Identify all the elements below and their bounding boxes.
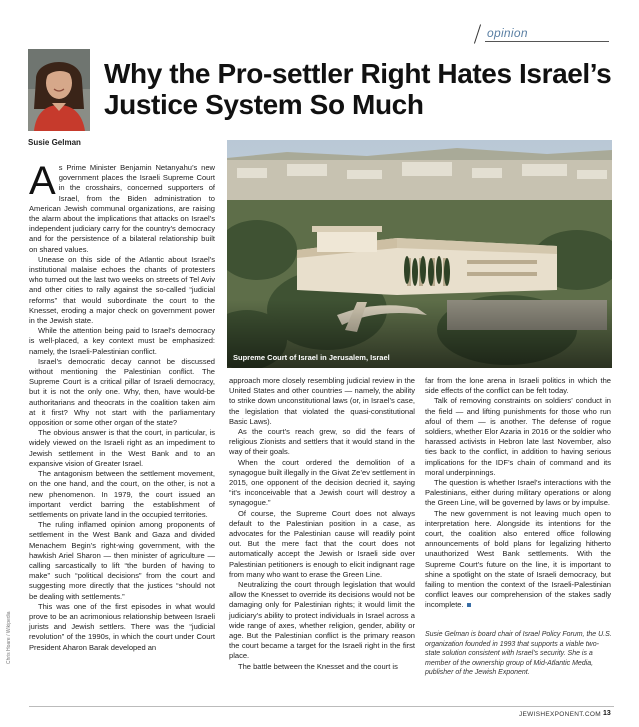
page-number: 13 bbox=[603, 710, 611, 717]
paragraph: The new government is not leaving much open to interpretation here. Alongside its intentions for the court, the coalition also entered office following announcements of bold plans for legalizing hitherto unauthorized West Bank settlements. With the Supreme Court’s future on the line, it is important to shine a spotlight on the state of Israeli democracy, but failing to mention the context of the Israeli-Palestinian conflict leaves our comprehension of the stakes sadly incomplete. bbox=[425, 508, 611, 610]
paragraph: This was one of the first episodes in what would prove to be an acrimonious relationship between Israeli jurists and Jewish settlers. There was the “judicial revolution” of the 1990s, in which the court under Court President Aharon Barak developed an bbox=[29, 601, 215, 652]
body-column-2 bbox=[229, 376, 415, 672]
body-column-3 bbox=[425, 376, 611, 611]
paragraph: The question is whether Israel’s interactions with the Palestinians, either during military operations or along the Green Line, will be governed by laws or by impulse. bbox=[425, 478, 611, 508]
section-rule bbox=[485, 41, 609, 42]
section-label: opinion bbox=[487, 26, 528, 40]
paragraph: Unease on this side of the Atlantic about Israel’s institutional malaise echoes the chants of protesters who turned out the last two weeks on streets of Tel Aviv and other cities to rally against the so-called “judicial reforms” that would subordinate the court to the Knesset, eroding a major check on government power in the Jewish state. bbox=[29, 254, 215, 326]
drop-cap: A bbox=[29, 159, 56, 203]
section-slash bbox=[474, 24, 481, 43]
photo-caption: Supreme Court of Israel in Jerusalem, Israel bbox=[233, 353, 390, 362]
paragraph: As Prime Minister Benjamin Netanyahu’s new government places the Israeli Supreme Court in the crosshairs, concerned supporters of Israel, from the Biden administration to American Jewish communal organizations, are raising the alarm about the implications that attacks on Israel’s independent judiciary carry for the country’s democracy and for the persistence of a bilateral relationship built on shared values. bbox=[29, 159, 215, 254]
paragraph: The obvious answer is that the court, in particular, is widely viewed on the Israeli right as an impediment to Jewish settlement in the West Bank and to an expansive vision of Greater Israel. bbox=[29, 428, 215, 468]
footer-rule bbox=[29, 706, 614, 707]
paragraph: Of course, the Supreme Court does not always default to the Palestinian position in a case, as advocates for the Palestinian cause will readily point out. But the mere fact that the court does not automatically accept the Jewish or Israeli side over Palestinian petitioners is enough to elicit indignant rage from many who want to erase the Green Line. bbox=[229, 508, 415, 579]
paragraph: Talk of removing constraints on soldiers’ conduct in the field — and lifting punishments for those who run afoul of them — is another. The defense of rogue soldiers, whether Elor Azaria in 2016 or the soldier who harassed activists in Hebron late last November, also ties back to the conflict, in addition to having serious implications for the IDF’s chain of command and its moral underpinnings. bbox=[425, 396, 611, 477]
headline: Why the Pro-settler Right Hates Israel’s Justice System So Much bbox=[104, 58, 612, 120]
paragraph: When the court ordered the demolition of a synagogue built illegally in the Givat Ze’ev settlement in 2015, one opponent of the decision decried it, saying “it’s inconceivable that a Jewish court will destroy a synagogue.” bbox=[229, 457, 415, 508]
paragraph: approach more closely resembling judicial review in the United States and other countries — namely, the ability to strike down unconstitutional laws (or, in Israel’s case, the legislation that violated the quasi-constitutional Basic Laws). bbox=[229, 376, 415, 426]
author-name: Susie Gelman bbox=[28, 138, 81, 147]
section-tag bbox=[471, 26, 611, 42]
paragraph: The antagonism between the settlement movement, on the one hand, and the court, on the other, is not a new phenomenon. In 1979, the court issued an important verdict barring the establishment of settlements on private land in the occupied territories. bbox=[29, 469, 215, 519]
paragraph: While the attention being paid to Israel’s democracy is well-placed, a key context must be emphasized: namely, the Israeli-Palestinian conflict. bbox=[29, 326, 215, 356]
paragraph: Israel’s democratic decay cannot be discussed without mentioning the Palestinian conflict. The Supreme Court is a critical pillar of Israeli democracy, but it is not the only one. Why, then, have would-be authoritarians and theocrats in the coalition taken aim at it first? Why not start with the parliamentary opposition or some other organ of the state? bbox=[29, 356, 215, 428]
body-column-1 bbox=[29, 159, 215, 653]
end-mark bbox=[467, 603, 471, 607]
footer-website: JEWISHEXPONENT.COM bbox=[519, 711, 601, 718]
author-photo bbox=[28, 49, 90, 131]
paragraph: The battle between the Knesset and the court is bbox=[238, 661, 398, 671]
author-bio: Susie Gelman is board chair of Israel Policy Forum, the U.S. organization founded in 1993 that supports a viable two-state solution consistent with Israel’s security. She is a member of the ownership group of Mid-Atlantic Media, publisher of the Jewish Exponent. bbox=[425, 631, 612, 677]
photo-credit: Chris Hoare / Wikipedia bbox=[6, 611, 12, 664]
paragraph: As the court’s reach grew, so did the fears of religious Zionists and settlers that it would stand in the way of their goals. bbox=[229, 427, 415, 457]
paragraph: Neutralizing the court through legislation that would allow the Knesset to override its decisions would not be damaging only for Palestinian rights; it would limit the judiciary’s ability to protect individuals in Israel across a wide range of axes, whether religion, gender, ability or age. But the Palestinian conflict is the primary reason the court became a target for the Israeli right in the first place. bbox=[229, 580, 415, 661]
paragraph: The ruling inflamed opinion among proponents of settlement in the West Bank and Gaza and divided Menachem Begin’s right-wing government, with the hawkish Ariel Sharon — then minister of agriculture — calling sarcastically to lift “the burden of having to make” such “political decisions” from the court and suggesting more directly that the justices “should not be dealing with settlements.” bbox=[29, 520, 215, 601]
supreme-court-photo bbox=[227, 140, 612, 368]
paragraph: far from the lone arena in Israeli politics in which the side effects of the conflict can be felt today. bbox=[425, 376, 611, 396]
